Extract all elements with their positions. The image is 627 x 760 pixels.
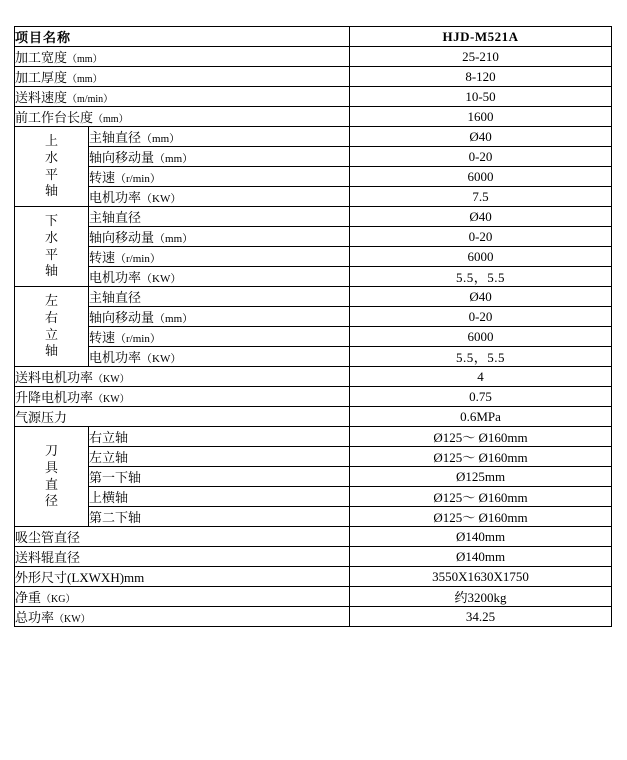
table-row [15, 167, 612, 187]
table-row [15, 587, 612, 607]
row-value: 0-20 [350, 307, 612, 327]
row-value: 6000 [350, 247, 612, 267]
row-value: Ø40 [350, 207, 612, 227]
table-row [15, 447, 612, 467]
row-value: 25-210 [350, 47, 612, 67]
row-label: 总功率（KW） [15, 607, 350, 627]
row-label: 主轴直径 [89, 287, 350, 307]
row-value: Ø125～ Ø160mm [350, 427, 612, 447]
row-label: 电机功率（KW） [89, 267, 350, 287]
specification-table [14, 26, 612, 627]
row-value: 34.25 [350, 607, 612, 627]
row-value: 0-20 [350, 147, 612, 167]
row-value: Ø125～ Ø160mm [350, 447, 612, 467]
table-row [15, 547, 612, 567]
row-value: Ø125～ Ø160mm [350, 507, 612, 527]
row-label: 轴向移动量（mm） [89, 307, 350, 327]
table-row [15, 527, 612, 547]
row-value: Ø140mm [350, 527, 612, 547]
row-label: 电机功率（KW） [89, 187, 350, 207]
table-row [15, 107, 612, 127]
row-label: 第二下轴 [89, 507, 350, 527]
group-label-lower-horizontal-shaft: 下 水 平 轴 [15, 207, 89, 287]
row-label: 送料速度（m/min） [15, 87, 350, 107]
table-row [15, 87, 612, 107]
row-label: 前工作台长度（mm） [15, 107, 350, 127]
row-label: 上横轴 [89, 487, 350, 507]
table-row [15, 207, 612, 227]
row-label: 转速（r/min） [89, 167, 350, 187]
group-label-tool-diameter: 刀 具 直 径 [15, 427, 89, 527]
spec-sheet [14, 26, 611, 627]
table-row [15, 187, 612, 207]
row-value: 8-120 [350, 67, 612, 87]
table-row [15, 407, 612, 427]
table-row [15, 367, 612, 387]
row-value: Ø125～ Ø160mm [350, 487, 612, 507]
row-value: 约3200kg [350, 587, 612, 607]
row-label: 吸尘管直径 [15, 527, 350, 547]
row-value: Ø40 [350, 127, 612, 147]
table-row [15, 287, 612, 307]
row-label: 右立轴 [89, 427, 350, 447]
row-label: 送料电机功率（KW） [15, 367, 350, 387]
row-value: 0.6MPa [350, 407, 612, 427]
row-value: 5.5，5.5 [350, 267, 612, 287]
row-value: 6000 [350, 327, 612, 347]
table-row [15, 307, 612, 327]
table-row [15, 387, 612, 407]
table-row [15, 507, 612, 527]
row-value: 0.75 [350, 387, 612, 407]
table-row [15, 487, 612, 507]
row-label: 升降电机功率（KW） [15, 387, 350, 407]
row-value: 7.5 [350, 187, 612, 207]
row-label: 外形尺寸(LXWXH)mm [15, 567, 350, 587]
row-label: 电机功率（KW） [89, 347, 350, 367]
row-label: 气源压力 [15, 407, 350, 427]
row-value: Ø125mm [350, 467, 612, 487]
row-value: 6000 [350, 167, 612, 187]
table-row [15, 127, 612, 147]
table-row [15, 247, 612, 267]
group-label-left-right-vertical-shaft: 左 右 立 轴 [15, 287, 89, 367]
row-label: 主轴直径 [89, 207, 350, 227]
table-row [15, 67, 612, 87]
row-label: 轴向移动量（mm） [89, 147, 350, 167]
row-label: 加工厚度（mm） [15, 67, 350, 87]
table-row [15, 427, 612, 447]
table-row [15, 327, 612, 347]
table-row [15, 467, 612, 487]
row-label: 加工宽度（mm） [15, 47, 350, 67]
row-label: 转速（r/min） [89, 247, 350, 267]
row-label: 净重（KG） [15, 587, 350, 607]
table-row [15, 567, 612, 587]
header-name-label: 项目名称 [15, 27, 350, 47]
row-value: 10-50 [350, 87, 612, 107]
row-value: Ø40 [350, 287, 612, 307]
header-model-value: HJD-M521A [350, 27, 612, 47]
row-label: 第一下轴 [89, 467, 350, 487]
row-value: 4 [350, 367, 612, 387]
row-value: 1600 [350, 107, 612, 127]
table-row [15, 147, 612, 167]
row-label: 主轴直径（mm） [89, 127, 350, 147]
row-label: 轴向移动量（mm） [89, 227, 350, 247]
table-row [15, 227, 612, 247]
table-row [15, 267, 612, 287]
row-value: 3550X1630X1750 [350, 567, 612, 587]
row-value: 5.5，5.5 [350, 347, 612, 367]
table-row [15, 47, 612, 67]
table-header-row [15, 27, 612, 47]
row-value: Ø140mm [350, 547, 612, 567]
row-label: 左立轴 [89, 447, 350, 467]
table-row [15, 347, 612, 367]
row-label: 转速（r/min） [89, 327, 350, 347]
row-label: 送料辊直径 [15, 547, 350, 567]
table-row [15, 607, 612, 627]
row-value: 0-20 [350, 227, 612, 247]
group-label-upper-horizontal-shaft: 上 水 平 轴 [15, 127, 89, 207]
